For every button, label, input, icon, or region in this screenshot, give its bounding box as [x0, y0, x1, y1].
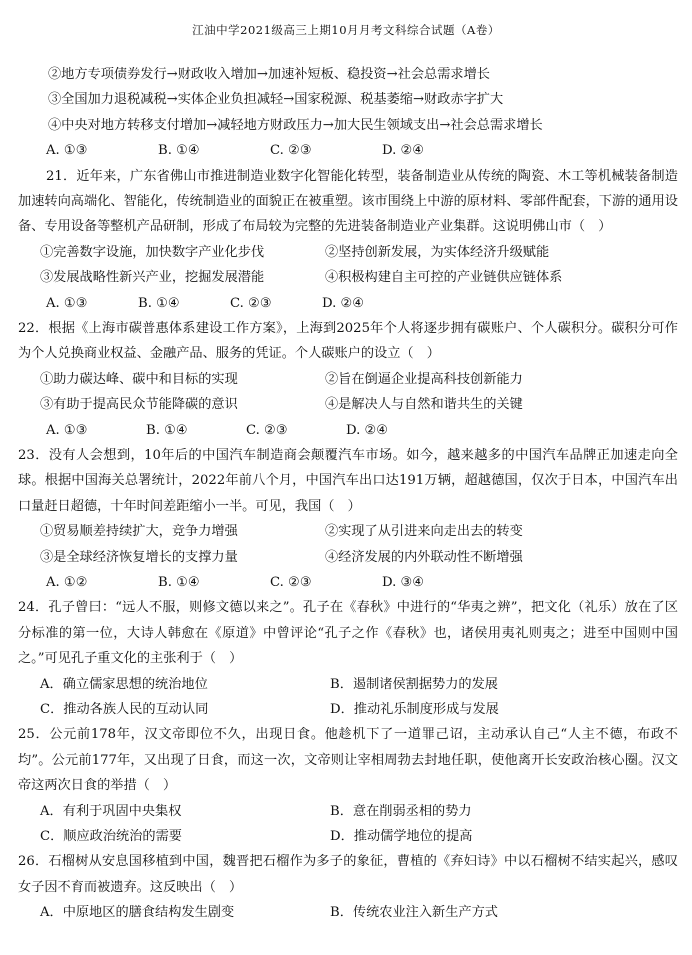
- q22-option-c[interactable]: C. ②③: [246, 422, 288, 438]
- exam-body: [18, 62, 678, 926]
- q23-option-a[interactable]: A. ①②: [46, 574, 88, 590]
- q26-stem: 26．石榴树从安息国移植到中国，魏晋把石榴作为多子的象征，曹植的《弃妇诗》中以石榴树不结实起兴，感叹女子因不育而被遗弃。这反映出（ ）: [18, 854, 678, 895]
- q22-item-4: ④是解决人与自然和谐共生的关键: [325, 397, 523, 413]
- q23-option-b[interactable]: B. ①④: [158, 574, 200, 590]
- q22-item-2: ②旨在倒逼企业提高科技创新能力: [325, 371, 523, 387]
- q24-stem: 24．孔子曾曰：“远人不服，则修文德以来之”。孔子在《春秋》中进行的“华夷之辨”，把文化（礼乐）放在了区分标准的第一位，大诗人韩愈在《原道》中曾评论“孔子之作《春秋》也，诸侯用夷礼则夷之；进至中国则中国之。”可见孔子重文化的主张利于（ ）: [18, 600, 678, 667]
- q21-item-3: ③发展战略性新兴产业，挖掘发展潜能: [40, 270, 265, 286]
- q25-options-row1: [18, 799, 678, 824]
- q22-stem: 22．根据《上海市碳普惠体系建设工作方案》，上海到2025年个人将逐步拥有碳账户、个人碳积分。碳积分可作为个人兑换商业权益、金融产品、服务的凭证。个人碳账户的设立（ ）: [18, 320, 678, 362]
- q20-option-d[interactable]: D. ②④: [382, 143, 425, 159]
- q20-option-a[interactable]: A. ①③: [46, 143, 88, 159]
- q21-item-2: ②坚持创新发展，为实体经济升级赋能: [325, 244, 550, 260]
- q21-option-b[interactable]: B. ①④: [138, 295, 180, 311]
- q24-option-c[interactable]: C．推动各族人民的互动认同: [40, 701, 209, 717]
- q26-options-row1: [18, 900, 678, 925]
- q23-item-4: ④经济发展的内外联动性不断增强: [325, 549, 523, 565]
- q23-item-2: ②实现了从引进来向走出去的转变: [325, 524, 523, 540]
- q20-item-3: ③全国加力退税减税→实体企业负担减轻→国家税源、税基萎缩→财政赤字扩大: [48, 92, 504, 108]
- q22-items-row2: [18, 392, 678, 417]
- q24-options-row1: [18, 672, 678, 697]
- q20-option-b[interactable]: B. ①④: [158, 143, 200, 159]
- q21-stem: 21．近年来，广东省佛山市推进制造业数字化智能化转型，装备制造业从传统的陶瓷、木工等机械装备制造加速转向高端化、智能化，传统制造业的面貌正在被重塑。该市围绕上中游的原材料、零部件配套，下游的通用设备、专用设备等整机产品研制，形成了布局较为完整的先进装备制造业产业集群。这说明佛山市（ ）: [18, 168, 678, 235]
- q21-option-c[interactable]: C. ②③: [230, 295, 272, 311]
- q25-option-d[interactable]: D．推动儒学地位的提高: [330, 828, 473, 844]
- q23-items-row1: [18, 519, 678, 544]
- q21-items-row2: [18, 265, 678, 290]
- q20-item-2: ②地方专项债券发行→财政收入增加→加速补短板、稳投资→社会总需求增长: [48, 67, 490, 82]
- q22-item-3: ③有助于提高民众节能降碳的意识: [40, 397, 238, 413]
- page-header: 江油中学2021级高三上期10月月考文科综合试题（A卷）: [192, 23, 500, 37]
- q23-items-row2: [18, 545, 678, 570]
- q25-option-b[interactable]: B．意在削弱丞相的势力: [330, 803, 472, 819]
- q24-option-b[interactable]: B．遏制诸侯割据势力的发展: [330, 676, 498, 692]
- q20-options: [18, 138, 678, 163]
- q21-item-1: ①完善数字设施，加快数字产业化步伐: [40, 244, 265, 260]
- q24-option-d[interactable]: D．推动礼乐制度形成与发展: [330, 701, 499, 717]
- q20-option-c[interactable]: C. ②③: [270, 143, 312, 159]
- q24-options-row2: [18, 697, 678, 722]
- q21-option-d[interactable]: D. ②④: [322, 295, 365, 311]
- q25-option-a[interactable]: A．有利于巩固中央集权: [40, 803, 182, 819]
- q25-options-row2: [18, 824, 678, 849]
- q26-option-b[interactable]: B．传统农业注入新生产方式: [330, 905, 498, 921]
- q23-stem: 23．没有人会想到，10年后的中国汽车制造商会颠覆汽车市场。如今，越来越多的中国汽车品牌正加速走向全球。根据中国海关总署统计，2022年前八个月，中国汽车出口达191万辆，超越德国，仅次于日本，中国汽车出口量赶日超德，十年时间差距缩小一半。可见，我国（ ）: [18, 447, 678, 514]
- q23-options: [18, 570, 678, 595]
- q22-option-d[interactable]: D. ②④: [346, 422, 389, 438]
- q20-item-4: ④中央对地方转移支付增加→减轻地方财政压力→加大民生领域支出→社会总需求增长: [48, 117, 543, 133]
- q22-item-1: ①助力碳达峰、碳中和目标的实现: [40, 371, 238, 387]
- q26-option-a[interactable]: A．中原地区的膳食结构发生剧变: [40, 905, 235, 921]
- q25-option-c[interactable]: C．顺应政治统治的需要: [40, 828, 182, 844]
- q23-option-c[interactable]: C. ②③: [270, 574, 312, 590]
- q23-option-d[interactable]: D. ③④: [382, 574, 425, 590]
- q21-option-a[interactable]: A. ①③: [46, 295, 88, 311]
- q25-stem: 25．公元前178年，汉文帝即位不久，出现日食。他趁机下了一道罪己诏，主动承认自己“人主不德，布政不均”。公元前177年，又出现了日食，而这一次，文帝则让宰相周勃去封地任职，使他离开长安政治核心圈。汉文帝这两次日食的举措（ ）: [18, 727, 678, 794]
- q24-option-a[interactable]: A．确立儒家思想的统治地位: [40, 676, 208, 692]
- q21-options: [18, 291, 678, 316]
- q21-items-row1: [18, 240, 678, 265]
- q22-option-a[interactable]: A. ①③: [46, 422, 88, 438]
- q22-items-row1: [18, 367, 678, 392]
- q23-item-1: ①贸易顺差持续扩大，竞争力增强: [40, 524, 238, 540]
- q22-options: [18, 418, 678, 443]
- q21-item-4: ④积极构建自主可控的产业链供应链体系: [325, 270, 563, 286]
- q23-item-3: ③是全球经济恢复增长的支撑力量: [40, 549, 238, 565]
- q22-option-b[interactable]: B. ①④: [146, 422, 188, 438]
